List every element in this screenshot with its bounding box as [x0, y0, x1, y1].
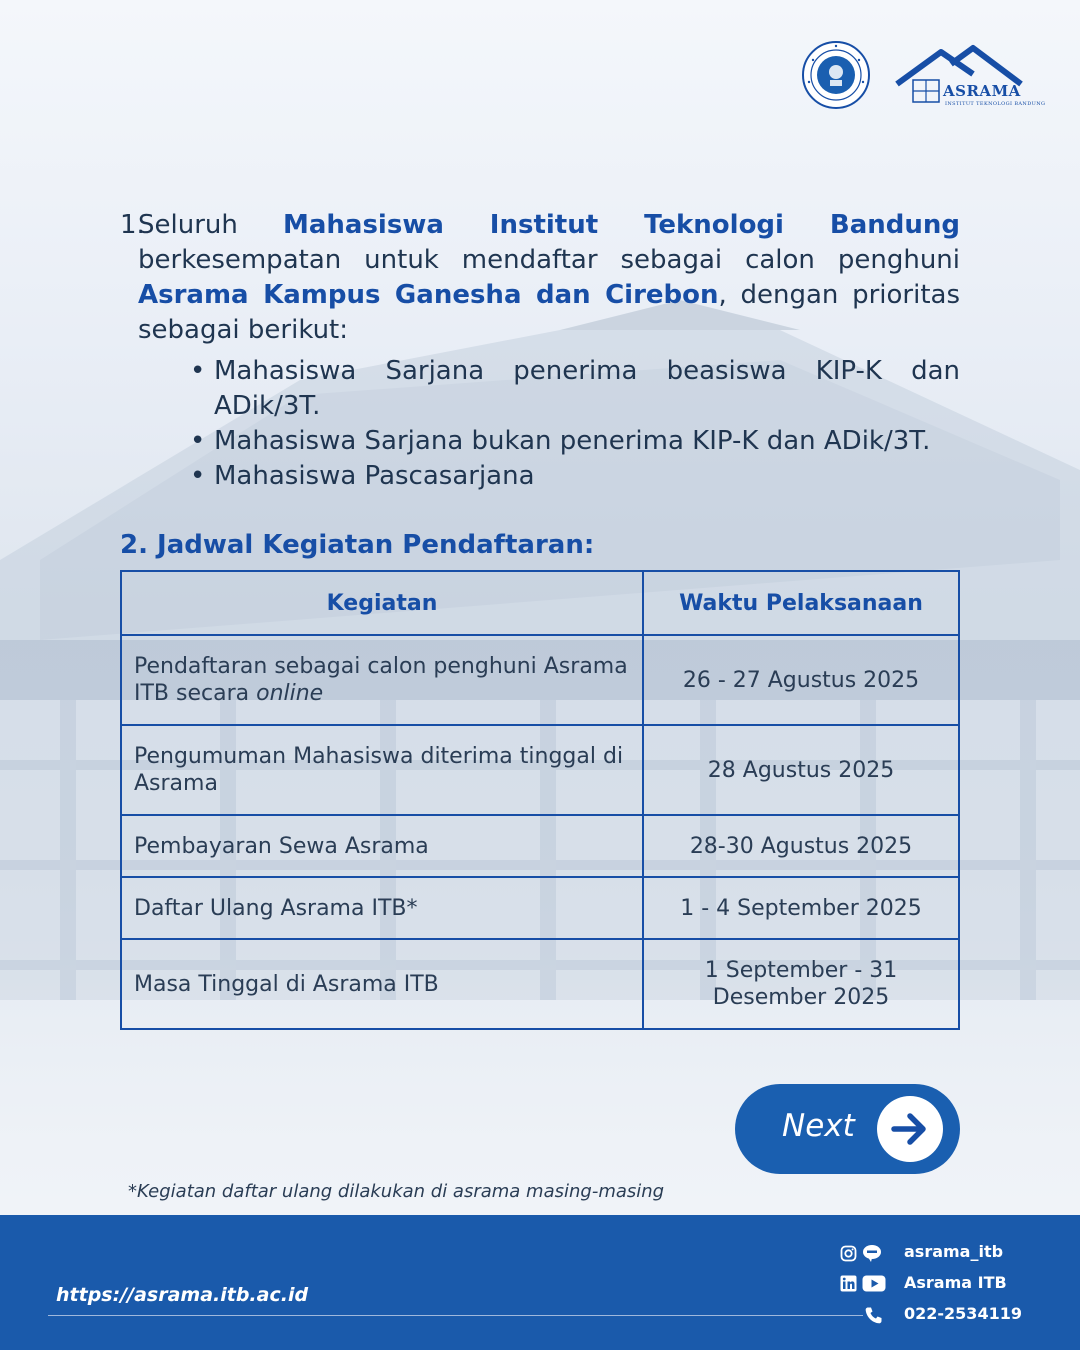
arrow-right-icon	[890, 1109, 930, 1149]
asrama-logo-subtitle: INSTITUT TEKNOLOGI BANDUNG	[945, 101, 1046, 107]
footer	[0, 1215, 1080, 1350]
priority-item: • Mahasiswa Sarjana bukan penerima KIP-K dan ADik/3T.	[190, 424, 960, 459]
table-header-row	[121, 571, 959, 635]
time-cell: 1 September - 31 Desember 2025	[643, 939, 959, 1029]
next-button-label: Next	[782, 1108, 855, 1144]
next-arrow-circle	[877, 1096, 943, 1162]
table-row	[121, 635, 959, 725]
table-row	[121, 815, 959, 877]
table-row	[121, 725, 959, 815]
priority-list	[120, 354, 960, 494]
section1-text-part3: , dengan prioritas sebagai berikut:	[138, 280, 960, 345]
footer-divider	[48, 1315, 863, 1316]
activity-cell: Pengumuman Mahasiswa diterima tinggal di Asrama	[121, 725, 643, 815]
time-cell: 26 - 27 Agustus 2025	[643, 635, 959, 725]
main-content	[120, 208, 960, 1030]
activity-online-emphasis: online	[256, 681, 324, 706]
table-row	[121, 939, 959, 1029]
header-waktu: Waktu Pelaksanaan	[643, 571, 959, 635]
activity-cell: Pembayaran Sewa Asrama	[121, 815, 643, 877]
instagram-icon[interactable]	[840, 1245, 857, 1262]
phone-number: 022-2534119	[904, 1304, 1022, 1323]
linkedin-youtube-handle: Asrama ITB	[904, 1273, 1007, 1292]
instagram-line-handle: asrama_itb	[904, 1242, 1004, 1261]
section1-text-part2: berkesempatan untuk mendaftar sebagai calon penghuni	[138, 245, 960, 275]
youtube-icon[interactable]	[862, 1275, 886, 1292]
time-cell: 28-30 Agustus 2025	[643, 815, 959, 877]
time-cell: 1 - 4 September 2025	[643, 877, 959, 939]
table-row	[121, 877, 959, 939]
line-icon[interactable]	[862, 1244, 882, 1263]
website-link[interactable]: https://asrama.itb.ac.id	[56, 1284, 309, 1306]
section1-bold-itb: Mahasiswa Institut Teknologi Bandung	[282, 210, 960, 240]
section2-title: 2. Jadwal Kegiatan Pendaftaran:	[120, 530, 595, 560]
linkedin-icon[interactable]	[840, 1275, 857, 1292]
header-kegiatan: Kegiatan	[121, 571, 643, 635]
next-button[interactable]	[735, 1084, 960, 1174]
itb-seal-logo	[801, 40, 871, 110]
schedule-table	[120, 570, 960, 1030]
priority-item: • Mahasiswa Pascasarjana	[190, 459, 960, 494]
section1-paragraph	[120, 208, 960, 348]
section1-number: 1.	[120, 210, 145, 240]
activity-text: Pendaftaran sebagai calon penghuni Asrama ITB secara	[134, 654, 628, 706]
footnote: *Kegiatan daftar ulang dilakukan di asrama masing-masing	[128, 1181, 665, 1202]
header-logos	[795, 38, 1046, 118]
priority-item: • Mahasiswa Sarjana penerima beasiswa KIP-K dan ADik/3T.	[190, 354, 960, 424]
asrama-logo-name: ASRAMA	[943, 82, 1021, 100]
activity-cell: Daftar Ulang Asrama ITB*	[121, 877, 643, 939]
activity-cell: Masa Tinggal di Asrama ITB	[121, 939, 643, 1029]
activity-cell	[121, 635, 643, 725]
section1-text-part1: Seluruh	[138, 210, 283, 240]
time-cell: 28 Agustus 2025	[643, 725, 959, 815]
phone-icon[interactable]	[864, 1306, 883, 1325]
section1-bold-campus: Asrama Kampus Ganesha dan Cirebon	[138, 280, 719, 310]
